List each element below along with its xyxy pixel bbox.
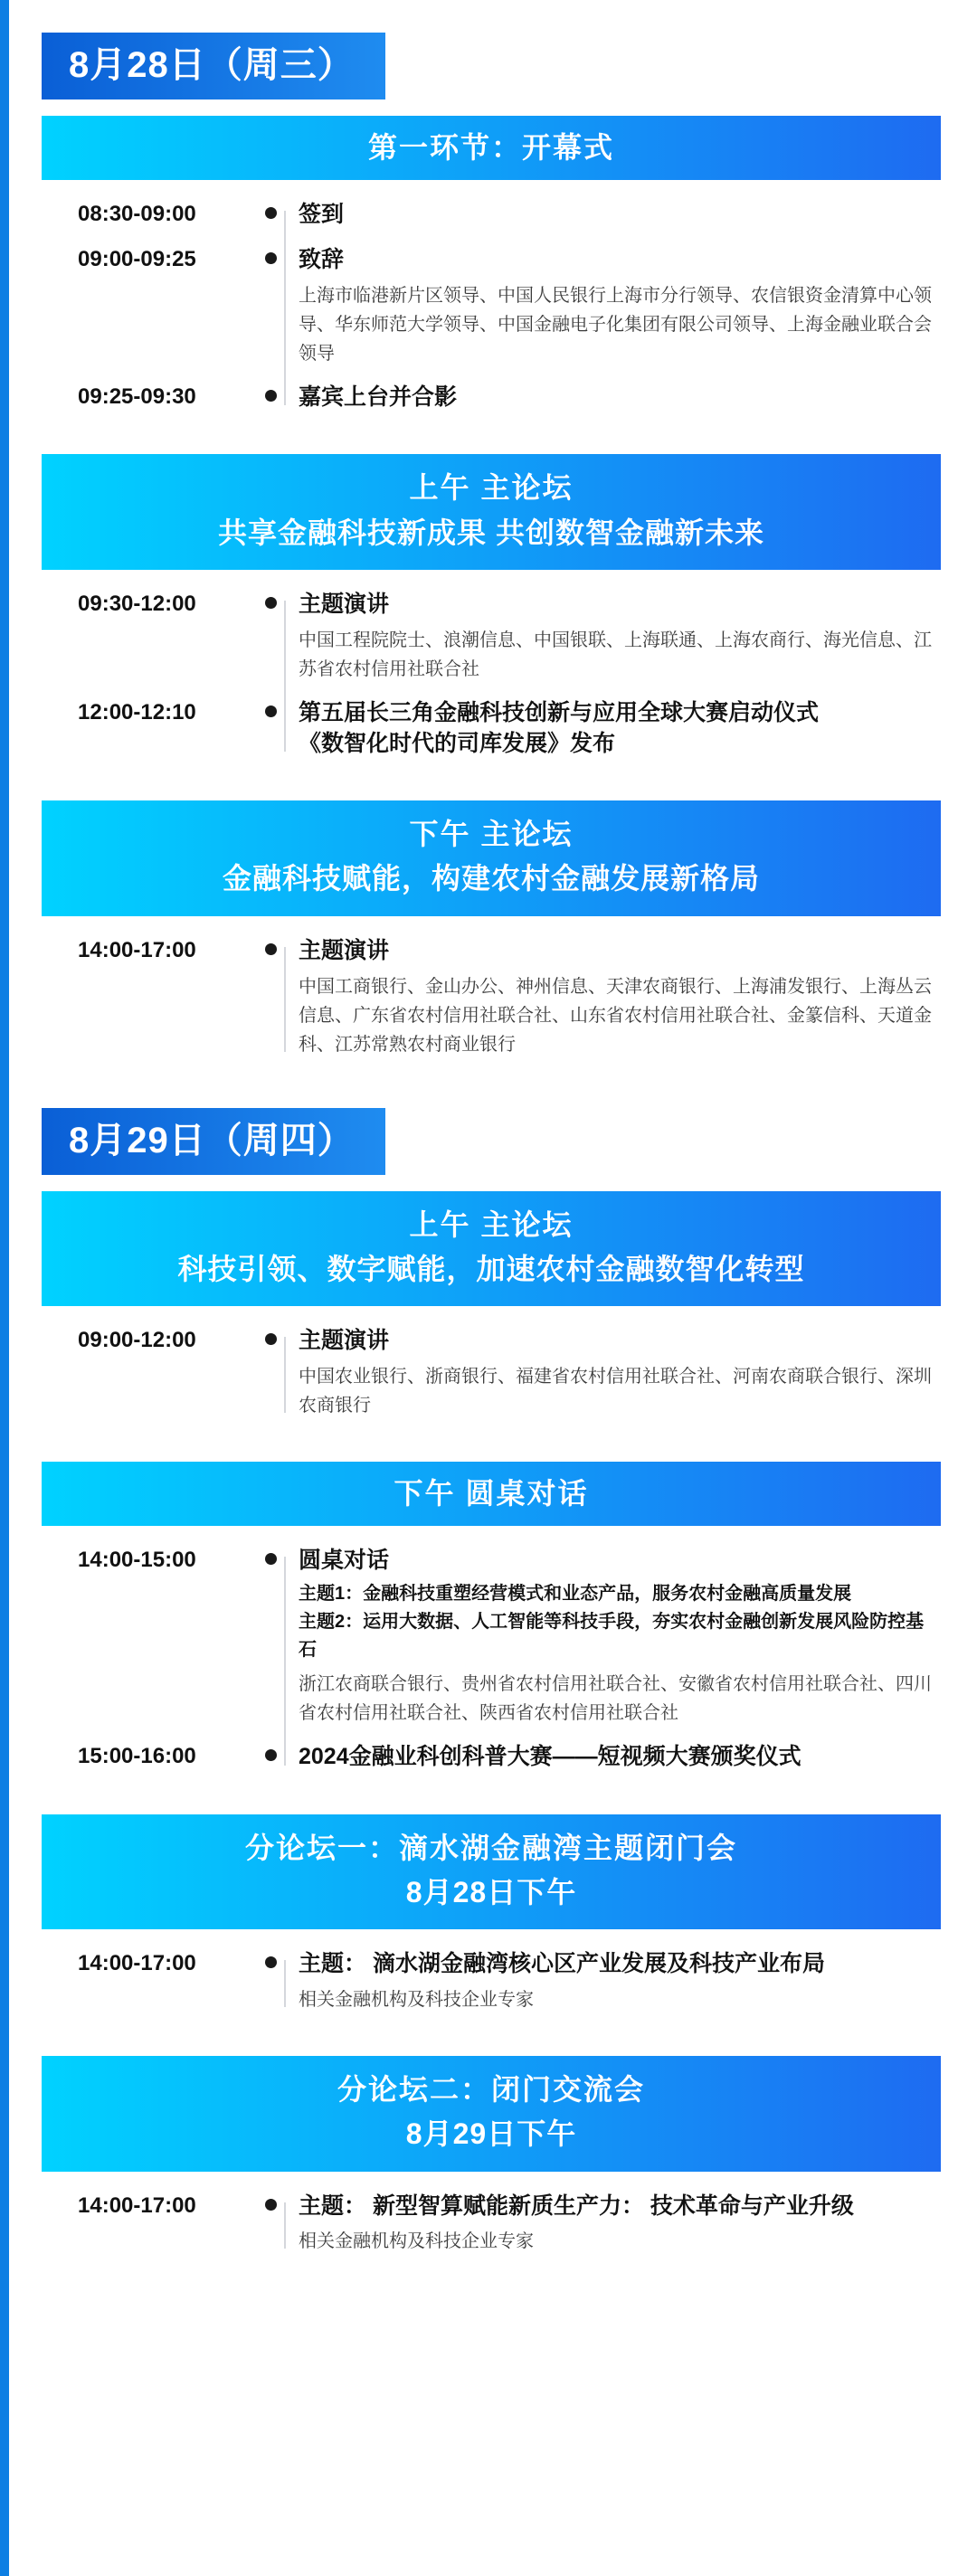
session-row (42, 936, 941, 1059)
timeline-dot-cell (255, 698, 286, 717)
session-time: 14:00-17:00 (78, 937, 196, 962)
timeline-dot-cell (255, 1326, 286, 1345)
session-body (286, 200, 941, 231)
session-body (286, 936, 941, 1059)
session-title: 第五届长三角金融科技创新与应用全球大赛启动仪式 《数智化时代的司库发展》发布 (299, 699, 820, 756)
timeline-dot-cell (255, 1546, 286, 1565)
session-time: 09:00-12:00 (78, 1328, 196, 1353)
timeline-dot-cell (255, 2192, 286, 2211)
session-body (286, 1949, 941, 2014)
session-timeline (42, 1533, 941, 1784)
section-banner-title: 下午 主论坛 (409, 818, 574, 851)
section-banner (42, 2056, 941, 2172)
session-body (286, 590, 941, 684)
session-row (42, 1546, 941, 1728)
timeline-dot-icon (265, 706, 277, 717)
section-banner-subtitle: 共享金融科技新成果 共创数智金融新未来 (218, 516, 764, 549)
timeline-dot-icon (265, 252, 277, 264)
session-participants: 上海市临港新片区领导、中国人民银行上海市分行领导、农信银资金清算中心领导、华东师范大学领导、中国金融电子化集团有限公司领导、上海金融业联合会领导 (299, 285, 932, 364)
session-body (286, 245, 941, 368)
session-timeline (42, 1313, 941, 1431)
session-title: 主题： 滴水湖金融湾核心区产业发展及科技产业布局 (299, 1951, 825, 1977)
session-row (42, 1326, 941, 1420)
session-time: 09:25-09:30 (78, 384, 196, 409)
session-row (42, 245, 941, 368)
session-body (286, 1546, 941, 1728)
session-time: 15:00-16:00 (78, 1743, 196, 1768)
session-time: 12:00-12:10 (78, 699, 196, 724)
section-gap (42, 423, 941, 454)
session-body (286, 698, 941, 760)
section-banner-title: 下午 圆桌对话 (394, 1476, 589, 1510)
session-time: 14:00-17:00 (78, 2192, 196, 2218)
timeline-dot-cell (255, 383, 286, 402)
session-timeline (42, 1937, 941, 2025)
section-banner (42, 1814, 941, 1930)
timeline-dot-cell (255, 1949, 286, 1968)
session-title: 签到 (299, 202, 345, 228)
session-title: 主题演讲 (299, 937, 390, 963)
session-time: 09:30-12:00 (78, 592, 196, 617)
session-title: 主题演讲 (299, 592, 390, 618)
session-title: 嘉宾上台并合影 (299, 384, 458, 410)
timeline-dot-icon (265, 1749, 277, 1761)
session-row (42, 1949, 941, 2014)
session-title: 圆桌对话 (299, 1548, 390, 1574)
section-banner-subtitle: 科技引领、数字赋能，加速农村金融数智化转型 (177, 1252, 805, 1285)
session-participants: 相关金融机构及科技企业专家 (299, 2231, 534, 2252)
session-row (42, 1742, 941, 1773)
timeline-dot-icon (265, 943, 277, 955)
session-participants: 中国工商银行、金山办公、神州信息、天津农商银行、上海浦发银行、上海丛云信息、广东省农村信用社联合社、山东省农村信用社联合社、金篆信科、天道金科、江苏常熟农村商业银行 (299, 976, 932, 1055)
session-body (286, 2192, 941, 2257)
session-title: 致辞 (299, 246, 345, 272)
session-time: 09:00-09:25 (78, 246, 196, 271)
section-banner-title: 分论坛二：闭门交流会 (337, 2072, 645, 2106)
timeline-dot-cell (255, 590, 286, 609)
section-banner (42, 800, 941, 916)
section-gap (42, 770, 941, 800)
timeline-dot-icon (265, 2199, 277, 2211)
timeline-dot-cell (255, 245, 286, 264)
session-time: 14:00-17:00 (78, 1951, 196, 1976)
session-row (42, 698, 941, 760)
section-banner (42, 116, 941, 180)
section-banner-title: 第一环节：开幕式 (367, 131, 614, 164)
session-title: 2024金融业科创科普大赛——短视频大赛颁奖仪式 (299, 1743, 802, 1769)
timeline-dot-cell (255, 1742, 286, 1761)
section-banner (42, 454, 941, 570)
section-banner-title: 上午 主论坛 (409, 471, 574, 505)
session-row (42, 2192, 941, 2257)
timeline-dot-icon (265, 1333, 277, 1345)
session-row (42, 200, 941, 231)
session-participants: 中国工程院院士、浪潮信息、中国银联、上海联通、上海农商行、海光信息、江苏省农村信用社联合社 (299, 630, 932, 679)
session-timeline (42, 187, 941, 423)
section-gap (42, 1784, 941, 1814)
session-participants: 浙江农商联合银行、贵州省农村信用社联合社、安徽省农村信用社联合社、四川省农村信用社联合社、陕西省农村信用社联合社 (299, 1673, 932, 1723)
session-timeline (42, 577, 941, 770)
timeline-dot-cell (255, 200, 286, 219)
section-gap (42, 2025, 941, 2056)
timeline-dot-icon (265, 1956, 277, 1968)
day-heading: 8月29日（周四） (42, 1108, 385, 1175)
session-timeline (42, 923, 941, 1070)
day-heading: 8月28日（周三） (42, 33, 385, 99)
session-themes: 主题1：金融科技重塑经营模式和业态产品，服务农村金融高质量发展 主题2：运用大数据、人工智能等科技手段，夯实农村金融创新发展风险防控基石 (299, 1583, 925, 1660)
timeline-dot-icon (265, 597, 277, 609)
section-banner-subtitle: 8月29日下午 (405, 2117, 577, 2151)
agenda-content (9, 25, 977, 2267)
section-banner-subtitle: 金融科技赋能，构建农村金融发展新格局 (222, 862, 760, 895)
session-timeline (42, 2179, 941, 2268)
timeline-dot-icon (265, 390, 277, 402)
session-body (286, 383, 941, 413)
section-banner (42, 1191, 941, 1307)
agenda-root (42, 25, 941, 2267)
timeline-dot-cell (255, 936, 286, 955)
session-time: 08:30-09:00 (78, 202, 196, 227)
session-body (286, 1742, 941, 1773)
timeline-dot-icon (265, 207, 277, 219)
session-participants: 中国农业银行、浙商银行、福建省农村信用社联合社、河南农商联合银行、深圳农商银行 (299, 1366, 932, 1416)
session-body (286, 1326, 941, 1420)
section-banner-subtitle: 8月28日下午 (405, 1875, 577, 1908)
session-time: 14:00-15:00 (78, 1548, 196, 1573)
session-title: 主题演讲 (299, 1328, 390, 1354)
section-banner-title: 分论坛一：滴水湖金融湾主题闭门会 (244, 1831, 737, 1864)
session-row (42, 383, 941, 413)
session-row (42, 590, 941, 684)
section-banner (42, 1462, 941, 1526)
section-gap (42, 1431, 941, 1462)
session-title: 主题： 新型智算赋能新质生产力： 技术革命与产业升级 (299, 2192, 854, 2219)
timeline-dot-icon (265, 1553, 277, 1565)
section-banner-title: 上午 主论坛 (409, 1208, 574, 1241)
session-participants: 相关金融机构及科技企业专家 (299, 1989, 534, 2010)
